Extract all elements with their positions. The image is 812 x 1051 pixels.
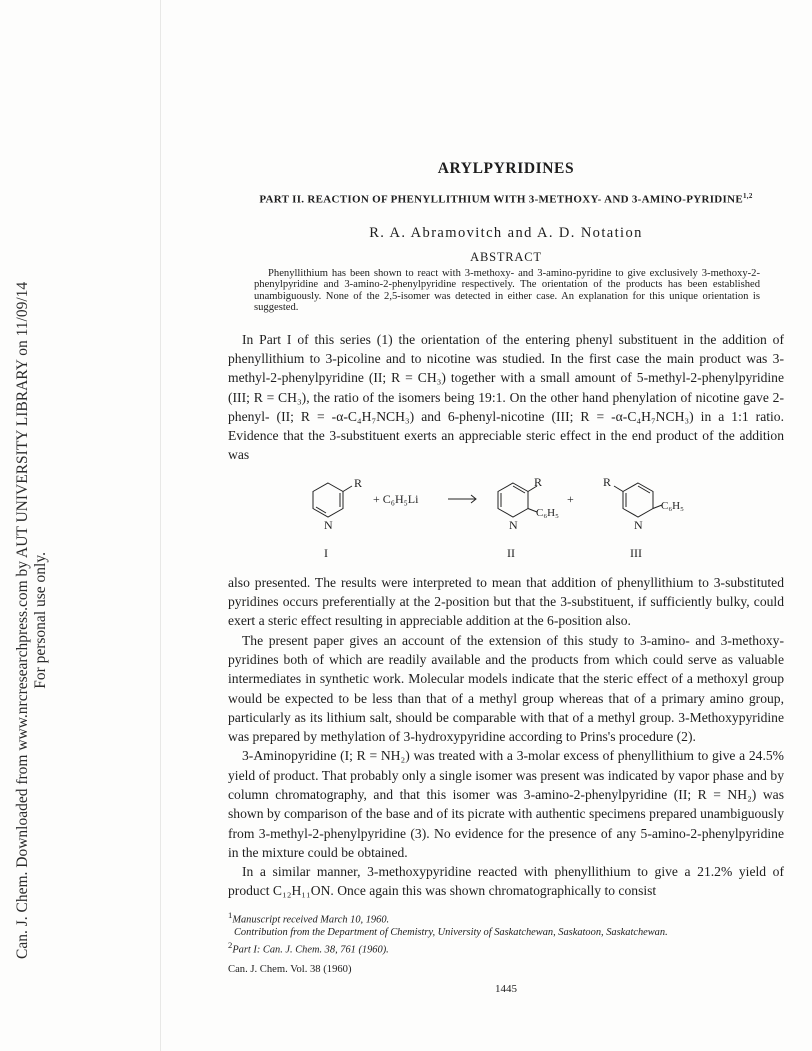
article-subtitle — [248, 189, 764, 207]
abstract-heading: ABSTRACT — [470, 249, 542, 264]
download-notice-line1: Can. J. Chem. Downloaded from www.nrcresearchpress.com by AUT UNIVERSITY LIBRARY on 11/09/14 — [14, 281, 31, 959]
paragraph-2: also presented. The results were interpreted to mean that addition of phenyllithium to 3-substituted pyridines occurs preferentially at the 2-position but that the 3-substituent, if sufficiently bulky, could exert a steric effect resulting in appreciable addition at the 6-position also. — [228, 574, 784, 629]
download-notice-line2: For personal use only. — [32, 551, 49, 689]
subtitle-text: PART II. REACTION OF PHENYLLITHIUM WITH 3-METHOXY- AND 3-AMINO-PYRIDINE — [259, 193, 743, 206]
paragraph-3: The present paper gives an account of the extension of this study to 3-amino- and 3-methoxy-pyridines both of which are readily available and the products from which could serve as valuable intermediates in synthetic work. Molecular models indicate that the steric effect of a methoxyl group would be expected to be less than that of a methyl group whereas that of a primary amino group, particularly as its lithium salt, should be comparable with that of a methyl group. 3-Methoxypyridine was prepared by methylation of 3-hydroxypyridine according to Prins's procedure (2). — [228, 632, 784, 745]
label-II: II — [507, 545, 515, 560]
article-title: ARYLPYRIDINES — [437, 160, 575, 177]
label-I: I — [324, 545, 328, 560]
reaction-scheme-drawing — [228, 471, 784, 569]
footnote-1 — [228, 909, 784, 927]
pyridine-ring-I — [313, 483, 343, 517]
footnote-1-mark: 1 — [228, 909, 233, 920]
n-label-II: N — [509, 517, 518, 532]
footnote-1b-text: Contribution from the Department of Chemistry, University of Saskatchewan, Saskatoon, Saskatchewan. — [234, 926, 668, 938]
footnote-1-text: Manuscript received March 10, 1960. — [232, 914, 390, 926]
pyridine-ring-II — [498, 483, 528, 517]
r-label-III: R — [603, 474, 612, 489]
plus-sign: + — [567, 491, 574, 506]
phenyl-label-III: C₆H₅ — [661, 499, 684, 512]
n-label-I: N — [324, 517, 333, 532]
label-III: III — [630, 545, 642, 560]
pyridine-ring-III — [623, 483, 653, 517]
r-label-I: R — [354, 475, 363, 490]
footnote-2 — [228, 939, 784, 957]
journal-citation: Can. J. Chem. Vol. 38 (1960) — [228, 964, 352, 976]
paragraph-4: 3-Aminopyridine (I; R = NH₂) was treated with a 3-molar excess of phenyllithium to give a 24.5% yield of product. That probably only a single isomer was present was indicated by vapor phase and by column chromatography, and that this isomer was 3-amino-2-phenylpyridine (II; R = NH₂) was shown by comparison of the base and of its picrate with authentic specimens prepared unambiguously from 3-methyl-2-phenylpyridine (3). No evidence for the presence of any 5-amino-2-phenylpyridine in the mixture could be obtained. — [228, 748, 784, 860]
footnote-2-mark: 2 — [228, 940, 233, 951]
footnote-2-text: Part I: Can. J. Chem. 38, 761 (1960). — [232, 944, 389, 956]
r-label-II: R — [534, 474, 543, 489]
phenyl-label-II: C₆H₅ — [536, 506, 559, 519]
article-page — [228, 160, 784, 995]
reaction-scheme — [228, 471, 784, 569]
footnotes — [228, 909, 784, 957]
footnote-1b — [228, 927, 784, 940]
paragraph-1: In Part I of this series (1) the orientation of the entering phenyl substituent in the addition of phenyllithium to 3-picoline and to nicotine was studied. In the first case the main product was 3-methyl-2-phenylpyridine (II; R = CH₃) together with a small amount of 5-methyl-2-phenylpyridine (III; R = CH₃), the ratio of the isomers being 19:1. On the other hand phenylation of nicotine gave 2-phenyl- (II; R = -α-C₄H₇NCH₃) and 6-phenyl-nicotine (III; R = -α-C₄H₇NCH₃) in a 1:1 ratio. Evidence that the 3-substituent exerts an appreciable steric effect in the end product of the addition was — [228, 331, 784, 463]
subtitle-refs: 1,2 — [743, 192, 753, 200]
abstract-text: Phenyllithium has been shown to react with 3-methoxy- and 3-amino-pyridine to give exclusively 3-methoxy-2-phenylpyridine and 3-amino-2-phenylpyridine respectively. The orientation of the products has been established unambiguously. None of the 2,5-isomer was detected in either case. An explanation for this unique orientation is suggested. — [254, 267, 760, 314]
authors: R. A. Abramovitch and A. D. Notation — [369, 224, 643, 241]
reagent-text: + C₆H₅Li — [373, 491, 419, 506]
paragraph-5: In a similar manner, 3-methoxypyridine reacted with phenyllithium to give a 21.2% yield of product C₁₂H₁₁ON. Once again this was shown chromatographically to consist — [228, 864, 784, 899]
scan-edge-line — [160, 0, 161, 1051]
page-number: 1445 — [495, 983, 517, 996]
n-label-III: N — [634, 517, 643, 532]
